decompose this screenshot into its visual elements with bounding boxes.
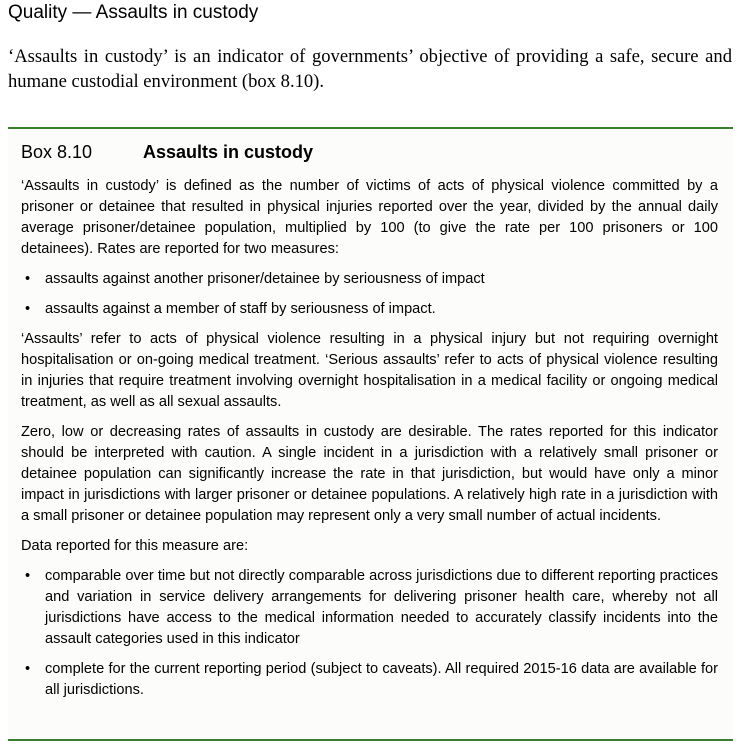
data-intro: Data reported for this measure are: xyxy=(21,538,249,554)
list-item xyxy=(21,566,718,650)
box-header xyxy=(21,140,313,164)
section-heading: Quality — Assaults in custody xyxy=(8,2,259,23)
list-item xyxy=(21,659,718,701)
measures-list xyxy=(21,269,718,320)
definition-paragraph: ‘Assaults in custody’ is defined as the number of victims of acts of physical violence committed by a prisoner or detainee that resulted in physical injuries reported over the year, divided by the annual daily average prisoner/detainee population, multiplied by 100 (to give the rate per 100 prisoners or 100 detainees). Rates are reported for two measures: xyxy=(21,178,718,257)
list-item xyxy=(21,269,718,290)
assaults-definition-paragraph: ‘Assaults’ refer to acts of physical violence resulting in a physical injury but not requiring overnight hospitalisation or on-going medical treatment. ‘Serious assaults’ refer to acts of physical violence resulting in injuries that require treatment involving overnight hospitalisation in a medical facility or ongoing medical treatment, as well as all sexual assaults. xyxy=(21,331,718,410)
bullet-icon: • xyxy=(25,568,31,584)
bullet-icon: • xyxy=(25,271,31,287)
list-item xyxy=(21,299,718,320)
bullet-icon: • xyxy=(25,661,31,677)
box-body xyxy=(21,176,718,710)
measure-text: assaults against a member of staff by seriousness of impact. xyxy=(45,301,436,317)
interpretation-paragraph: Zero, low or decreasing rates of assaults in custody are desirable. The rates reported for this indicator should be interpreted with caution. A single incident in a jurisdiction with a relatively small prisoner or detainee population can significantly increase the rate in that jurisdiction, but would have only a minor impact in jurisdictions with larger prisoner or detainee populations. A relatively high rate in a jurisdiction with a small prisoner or detainee population may represent only a very small number of actual incidents. xyxy=(21,424,718,524)
bullet-icon: • xyxy=(25,301,31,317)
data-points-list xyxy=(21,566,718,701)
info-box xyxy=(8,127,733,741)
data-point-text: comparable over time but not directly comparable across jurisdictions due to different reporting practices and variation in service delivery arrangements for delivering prisoner health care, whereby not all jurisdictions have access to the medical information needed to accurately classify incidents into the assault categories used in this indicator xyxy=(45,568,718,647)
box-number: Box 8.10 xyxy=(21,142,93,162)
measure-text: assaults against another prisoner/detainee by seriousness of impact xyxy=(45,271,485,287)
box-title: Assaults in custody xyxy=(143,142,314,162)
intro-paragraph: ‘Assaults in custody’ is an indicator of governments’ objective of providing a safe, secure and humane custodial environment (box 8.10). xyxy=(8,46,732,92)
data-point-text: complete for the current reporting period (subject to caveats). All required 2015-16 data are available for all jurisdictions. xyxy=(45,661,718,698)
